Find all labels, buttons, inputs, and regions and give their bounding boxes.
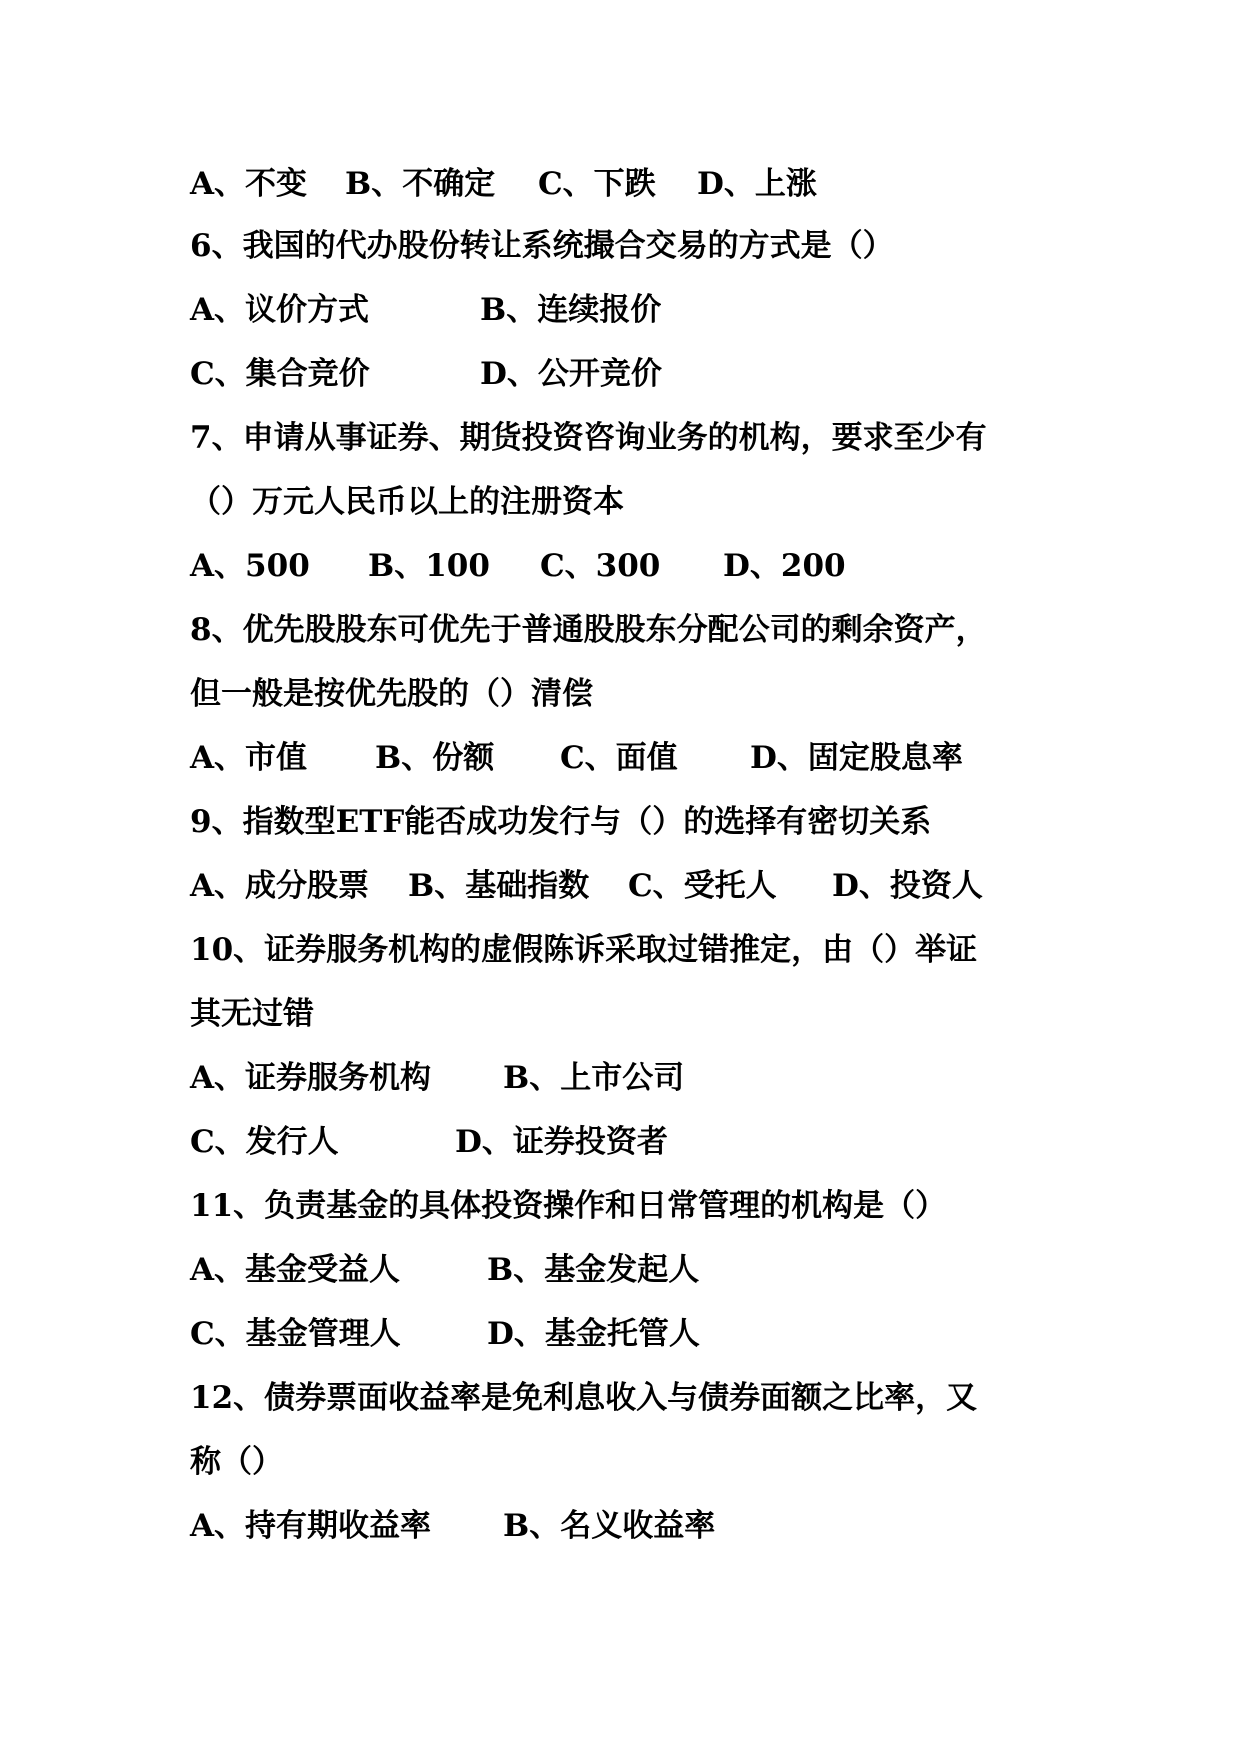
- option-c: C、基金管理人: [190, 1316, 401, 1352]
- question-text-continued: 但一般是按优先股的（）清偿: [190, 676, 593, 712]
- option-c: C、面值: [560, 740, 678, 776]
- option-d: D、200: [723, 548, 846, 584]
- option-d: D、固定股息率: [750, 740, 963, 776]
- option-c: C、发行人: [190, 1124, 339, 1160]
- option-a: A、不变: [190, 166, 308, 202]
- option-b: B、连续报价: [480, 292, 662, 328]
- option-c: C、集合竞价: [190, 356, 370, 392]
- option-b: B、100: [368, 548, 490, 584]
- option-a: A、基金受益人: [190, 1252, 401, 1288]
- question-text: 12、债券票面收益率是免利息收入与债券面额之比率，又: [190, 1380, 978, 1416]
- question-text-continued: 其无过错: [190, 996, 314, 1032]
- option-c: C、下跌: [538, 166, 656, 202]
- option-d: D、基金托管人: [487, 1316, 700, 1352]
- option-a: A、议价方式: [190, 292, 370, 328]
- question-text-continued: （）万元人民币以上的注册资本: [190, 484, 624, 520]
- question-text: 6、我国的代办股份转让系统撮合交易的方式是（）: [190, 228, 894, 264]
- option-a: A、500: [190, 548, 310, 584]
- option-a: A、持有期收益率: [190, 1508, 432, 1544]
- option-d: D、投资人: [832, 868, 983, 904]
- option-d: D、公开竞价: [480, 356, 662, 392]
- option-b: B、基金发起人: [487, 1252, 700, 1288]
- option-b: B、名义收益率: [503, 1508, 716, 1544]
- option-a: A、成分股票: [190, 868, 370, 904]
- question-text: 11、负责基金的具体投资操作和日常管理的机构是（）: [190, 1188, 947, 1224]
- question-text: 8、优先股股东可优先于普通股股东分配公司的剩余资产，: [190, 612, 987, 648]
- question-text: 9、指数型ETF能否成功发行与（）的选择有密切关系: [190, 804, 932, 840]
- question-text-continued: 称（）: [190, 1444, 283, 1480]
- option-d: D、上涨: [697, 166, 817, 202]
- option-b: B、上市公司: [503, 1060, 685, 1096]
- option-c: C、300: [540, 548, 661, 584]
- option-d: D、证券投资者: [455, 1124, 668, 1160]
- option-c: C、受托人: [628, 868, 777, 904]
- option-a: A、证券服务机构: [190, 1060, 432, 1096]
- question-text: 7、申请从事证券、期货投资咨询业务的机构，要求至少有: [190, 420, 987, 456]
- question-text: 10、证券服务机构的虚假陈诉采取过错推定，由（）举证: [190, 932, 978, 968]
- option-a: A、市值: [190, 740, 308, 776]
- option-b: B、基础指数: [408, 868, 590, 904]
- option-b: B、不确定: [345, 166, 496, 202]
- option-b: B、份额: [375, 740, 495, 776]
